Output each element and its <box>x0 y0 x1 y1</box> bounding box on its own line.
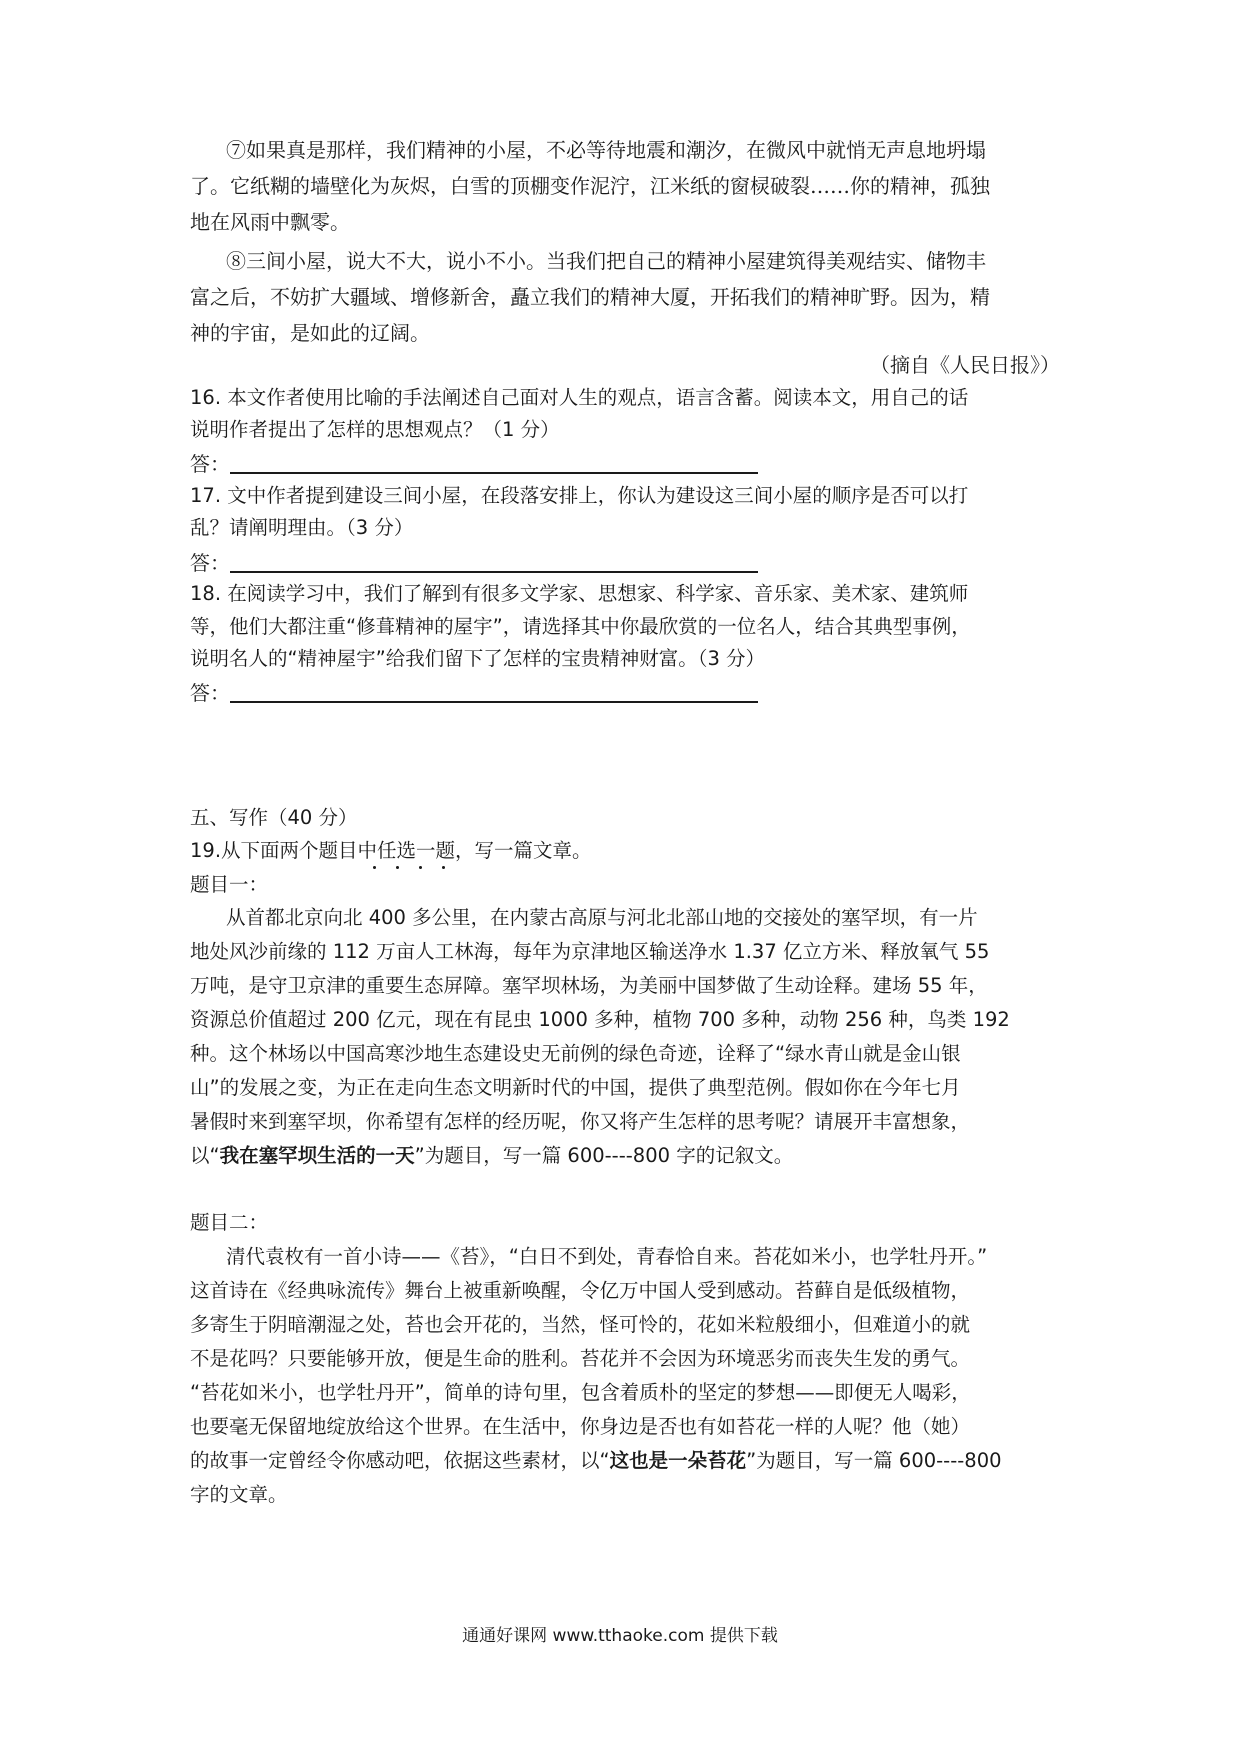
passage-source: （摘自《人民日报》） <box>870 353 1060 377</box>
answer-18-label: 答： <box>190 681 230 705</box>
question-19: 19.从下面两个题目中任选一题，写一篇文章。 <box>190 839 592 862</box>
passage-p8-line-1: ⑧三间小屋，说大不大，说小不小。当我们把自己的精神小屋建筑得美观结实、储物丰 <box>226 249 986 273</box>
topic-2-line-3: 多寄生于阴暗潮湿之处，苔也会开花的，当然，怪可怜的，花如米粒般细小，但难道小的就 <box>190 1313 971 1336</box>
question-18-line-1: 18. 在阅读学习中，我们了解到有很多文学家、思想家、科学家、音乐家、美术家、建筑师 <box>190 582 969 605</box>
passage-p8-line-2: 富之后，不妨扩大疆域、增修新舍，矗立我们的精神大厦，开拓我们的精神旷野。因为，精 <box>190 285 990 309</box>
topic-2-line-2: 这首诗在《经典咏流传》舞台上被重新唤醒，令亿万中国人受到感动。苔藓自是低级植物， <box>190 1279 971 1302</box>
topic-1-title: 我在塞罕坝生活的一天 <box>219 1144 415 1167</box>
passage-p8-line-3: 神的宇宙，是如此的辽阔。 <box>190 321 430 345</box>
writing-section-title: 五、写作（40 分） <box>190 806 358 829</box>
topic-2-line-4: 不是花吗？只要能够开放，便是生命的胜利。苔花并不会因为环境恶劣而丧失生发的勇气。 <box>190 1347 971 1370</box>
topic-1-line-7: 暑假时来到塞罕坝，你希望有怎样的经历呢，你又将产生怎样的思考呢？请展开丰富想象， <box>190 1110 971 1133</box>
topic-2-label: 题目二： <box>190 1211 269 1234</box>
topic-1-line-5: 种。这个林场以中国高寒沙地生态建设史无前例的绿色奇迹，诠释了“绿水青山就是金山银 <box>190 1042 961 1065</box>
topic-2-suffix: ”为题目，写一篇 600----800 <box>746 1449 1002 1472</box>
topic-1-line-8 <box>190 1140 1060 1172</box>
topic-1-line-4: 资源总价值超过 200 亿元，现在有昆虫 1000 多种，植物 700 多种，动物 256 种，鸟类 192 <box>190 1008 1010 1031</box>
page-footer: 通通好课网 www.tthaoke.com 提供下载 <box>462 1626 778 1646</box>
passage-p7-line-2: 了。它纸糊的墙壁化为灰烬，白雪的顶棚变作泥泞，江米纸的窗棂破裂……你的精神，孤独 <box>190 174 990 198</box>
question-18-line-2: 等，他们大都注重“修葺精神的屋宇”，请选择其中你最欣赏的一位名人，结合其典型事例， <box>190 615 971 638</box>
answer-16-line[interactable] <box>230 472 758 474</box>
topic-1-line-3: 万吨，是守卫京津的重要生态屏障。塞罕坝林场，为美丽中国梦做了生动诠释。建场 55 年， <box>190 974 988 997</box>
question-16-line-1: 16. 本文作者使用比喻的手法阐述自己面对人生的观点，语言含蓄。阅读本文，用自己的话 <box>190 386 969 409</box>
question-16-line-2: 说明作者提出了怎样的思想观点？（1 分） <box>190 418 560 441</box>
topic-1-label: 题目一： <box>190 873 269 896</box>
question-17-line-1: 17. 文中作者提到建设三间小屋，在段落安排上，你认为建设这三间小屋的顺序是否可以打 <box>190 484 969 507</box>
passage-p7-line-1: ⑦如果真是那样，我们精神的小屋，不必等待地震和潮汐，在微风中就悄无声息地坍塌 <box>226 138 986 162</box>
topic-2-line-8: 字的文章。 <box>190 1483 288 1506</box>
answer-18-line[interactable] <box>230 701 758 703</box>
topic-1-line-6: 山”的发展之变，为正在走向生态文明新时代的中国，提供了典型范例。假如你在今年七月 <box>190 1076 961 1099</box>
question-17-line-2: 乱？请阐明理由。（3 分） <box>190 516 414 539</box>
topic-1-prefix: 以“ <box>190 1144 220 1167</box>
answer-17-label: 答： <box>190 551 230 575</box>
question-18-line-3: 说明名人的“精神屋宇”给我们留下了怎样的宝贵精神财富。（3 分） <box>190 647 766 670</box>
topic-2-line-6: 也要毫无保留地绽放给这个世界。在生活中，你身边是否也有如苔花一样的人呢？他（她） <box>190 1415 971 1438</box>
topic-2-line-5: “苔花如米小，也学牡丹开”，简单的诗句里，包含着质朴的坚定的梦想——即便无人喝彩， <box>190 1381 971 1404</box>
answer-16-label: 答： <box>190 452 230 476</box>
passage-p7-line-3: 地在风雨中飘零。 <box>190 210 350 234</box>
topic-2-line-1: 清代袁枚有一首小诗——《苔》，“白日不到处，青春恰自来。苔花如米小，也学牡丹开。” <box>226 1245 988 1268</box>
topic-1-line-2: 地处风沙前缘的 112 万亩人工林海，每年为京津地区输送净水 1.37 亿立方米、释放氧气 55 <box>190 940 990 963</box>
answer-17-line[interactable] <box>230 571 758 573</box>
topic-2-line-7 <box>190 1445 1060 1477</box>
topic-1-line-1: 从首都北京向北 400 多公里，在内蒙古高原与河北北部山地的交接处的塞罕坝，有一片 <box>226 906 978 929</box>
topic-2-prefix: 的故事一定曾经令你感动吧，依据这些素材，以“ <box>190 1449 610 1472</box>
topic-1-suffix: ”为题目，写一篇 600----800 字的记叙文。 <box>414 1144 794 1167</box>
topic-2-title: 这也是一朵苔花 <box>609 1449 747 1472</box>
